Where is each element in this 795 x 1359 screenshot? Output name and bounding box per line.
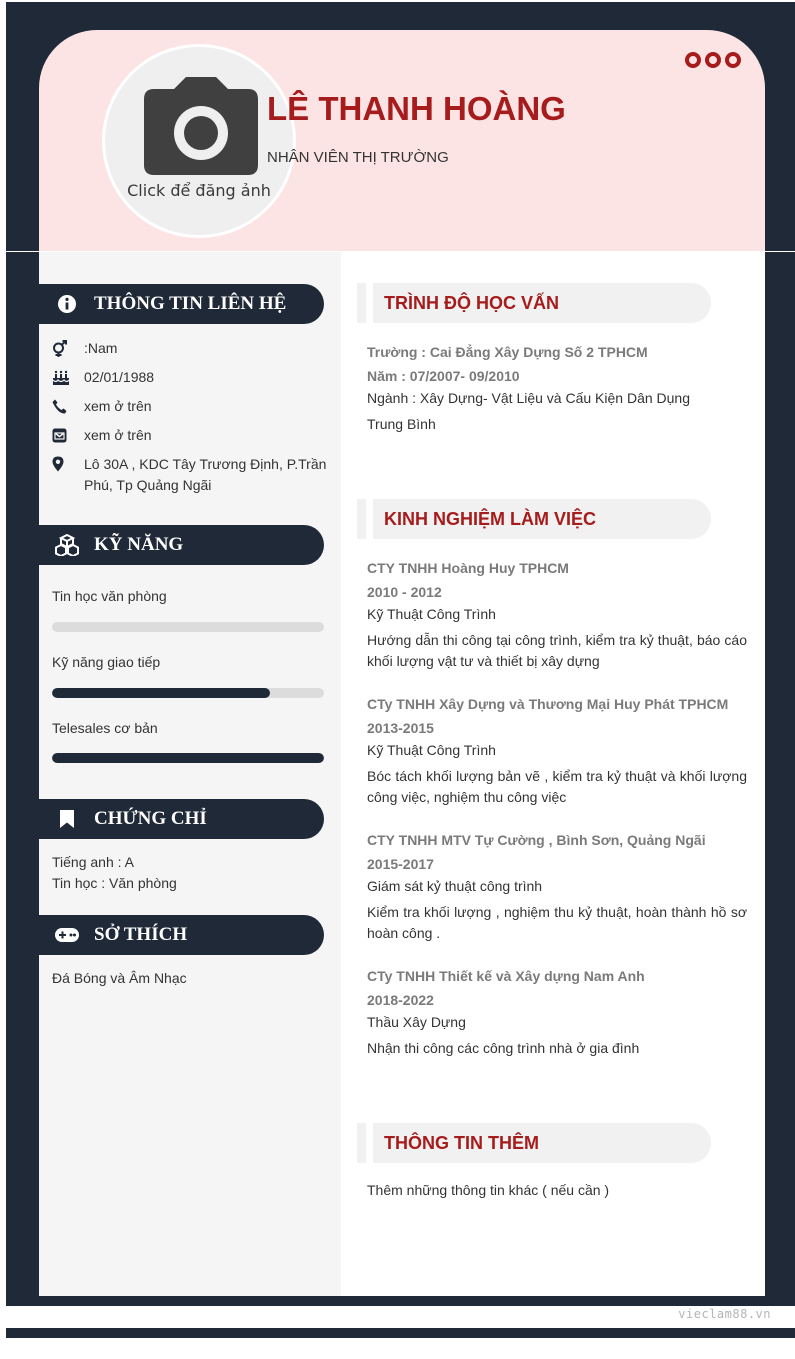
contact-phone[interactable] [52, 396, 327, 417]
skill-bar [52, 753, 324, 763]
job-role[interactable]: Kỹ Thuật Công Trình [367, 742, 496, 758]
contact-address[interactable] [52, 454, 327, 496]
job-description[interactable]: Hướng dẫn thi công tại công trình, kiểm tra kỷ thuật, báo cáo khối lượng vật tư và thiết bị xây dựng [367, 632, 747, 669]
skill-label: Telesales cơ bản [52, 720, 158, 736]
job-company[interactable]: CTy TNHH Thiết kế và Xây dựng Nam Anh [367, 968, 645, 984]
envelope-icon [52, 425, 84, 446]
job-role[interactable]: Giám sát kỷ thuật công trình [367, 878, 543, 894]
left-column [39, 252, 341, 1296]
section-title: KỸ NĂNG [94, 534, 184, 555]
job-company[interactable]: CTY TNHH MTV Tự Cường , Bình Sơn, Quảng Ngãi [367, 832, 706, 848]
section-title: THÔNG TIN LIÊN HỆ [94, 293, 287, 314]
dot-icon [685, 52, 701, 68]
education-years[interactable]: Năm : 07/2007- 09/2010 [367, 368, 520, 384]
job-company[interactable]: CTY TNHH Hoàng Huy TPHCM [367, 560, 569, 576]
section-title: THÔNG TIN THÊM [384, 1132, 539, 1153]
job-period[interactable]: 2013-2015 [367, 720, 434, 736]
info-icon [39, 284, 94, 324]
job-description[interactable]: Bóc tách khối lượng bản vẽ , kiểm tra kỷ thuật và khối lượng công việc, nghiệm thu công việc [367, 768, 747, 805]
skill-label: Tin học văn phòng [52, 588, 167, 604]
contact-email[interactable] [52, 425, 327, 446]
photo-upload-label: Click để đăng ảnh [127, 181, 271, 200]
education-grade[interactable]: Trung Bình [367, 416, 436, 432]
skill-bar-fill [52, 753, 324, 763]
footer-bar [6, 1306, 795, 1328]
certificate-item[interactable]: Tin học : Văn phòng [52, 875, 177, 891]
certificate-item[interactable]: Tiếng anh : A [52, 854, 134, 870]
section-tab [357, 283, 366, 323]
contact-birthday-value: 02/01/1988 [84, 369, 155, 385]
contact-gender[interactable] [52, 338, 327, 359]
job-period[interactable]: 2010 - 2012 [367, 584, 442, 600]
job-description[interactable]: Kiểm tra khối lượng , nghiệm thu kỷ thuật, hoàn thành hồ sơ hoàn công . [367, 904, 747, 941]
skill-bar-fill [52, 688, 270, 698]
hobby-text[interactable]: Đá Bóng và Âm Nhạc [52, 970, 187, 986]
section-header-experience [373, 499, 711, 539]
section-title: TRÌNH ĐỘ HỌC VẤN [384, 292, 559, 313]
section-header-contact [39, 284, 324, 324]
skill-label: Kỹ năng giao tiếp [52, 654, 161, 670]
section-title: CHỨNG CHỈ [94, 808, 207, 829]
contact-birthday[interactable] [52, 367, 327, 388]
contact-gender-value: :Nam [84, 340, 118, 356]
section-tab [357, 1123, 366, 1163]
right-column [341, 252, 765, 1296]
watermark: vieclam88.vn [678, 1307, 771, 1321]
gender-icon [52, 338, 84, 359]
job-role[interactable]: Thầu Xây Dựng [367, 1014, 466, 1030]
contact-email-value: xem ở trên [84, 427, 152, 443]
section-title: KINH NGHIỆM LÀM VIỆC [384, 508, 597, 529]
additional-text[interactable]: Thêm những thông tin khác ( nếu cần ) [367, 1182, 610, 1198]
dot-icon [705, 52, 721, 68]
education-school[interactable]: Trường : Cai Đẳng Xây Dựng Số 2 TPHCM [367, 344, 648, 360]
candidate-name[interactable]: LÊ THANH HOÀNG [267, 90, 566, 127]
job-description[interactable]: Nhận thi công các công trình nhà ở gia đình [367, 1040, 640, 1056]
menu-dots[interactable] [685, 52, 741, 68]
section-header-certificates [39, 799, 324, 839]
contact-phone-value: xem ở trên [84, 398, 152, 414]
skill-bar [52, 622, 324, 632]
camera-icon [144, 75, 258, 175]
candidate-position[interactable]: NHÂN VIÊN THỊ TRƯỜNG [267, 149, 449, 166]
section-header-education [373, 283, 711, 323]
top-border [0, 0, 795, 2]
bookmark-icon [39, 799, 94, 839]
job-company[interactable]: CTy TNHH Xây Dựng và Thương Mại Huy Phát TPHCM [367, 696, 729, 712]
contact-address-value: Lô 30A , KDC Tây Trương Định, P.Trần Phú, Tp Quảng Ngãi [84, 456, 327, 493]
section-header-hobbies [39, 915, 324, 955]
job-period[interactable]: 2018-2022 [367, 992, 434, 1008]
section-header-additional [373, 1123, 711, 1163]
map-marker-icon [52, 454, 84, 496]
phone-icon [52, 396, 84, 417]
dot-icon [725, 52, 741, 68]
cv-header [39, 30, 765, 252]
birthday-cake-icon [52, 367, 84, 388]
skill-bar [52, 688, 324, 698]
cubes-icon [39, 525, 94, 565]
education-major[interactable]: Ngành : Xây Dựng- Vật Liệu và Cấu Kiện Dân Dụng [367, 390, 691, 406]
job-role[interactable]: Kỹ Thuật Công Trình [367, 606, 496, 622]
job-period[interactable]: 2015-2017 [367, 856, 434, 872]
section-tab [357, 499, 366, 539]
section-header-skills [39, 525, 324, 565]
photo-upload[interactable] [102, 44, 296, 238]
gamepad-icon [39, 915, 94, 955]
section-title: SỞ THÍCH [94, 924, 188, 945]
